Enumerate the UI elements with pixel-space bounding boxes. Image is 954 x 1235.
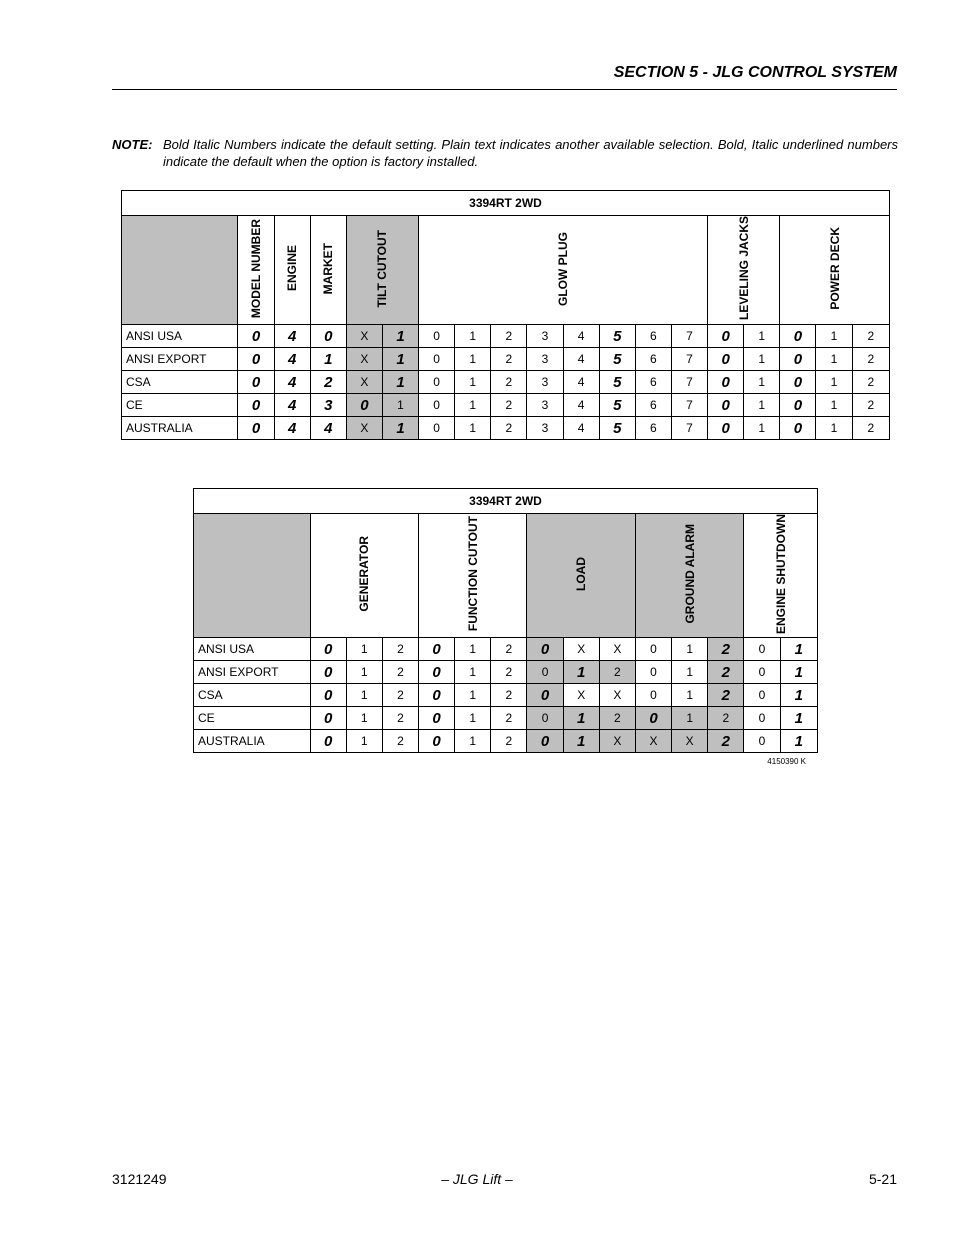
cell: X xyxy=(599,638,635,661)
cell: 1 xyxy=(780,707,817,730)
cell: 1 xyxy=(744,417,780,440)
cell: 1 xyxy=(563,707,599,730)
cell: 0 xyxy=(310,661,346,684)
cell: 1 xyxy=(455,394,491,417)
section-title: SECTION 5 - JLG CONTROL SYSTEM xyxy=(613,64,897,81)
cell: 0 xyxy=(419,417,455,440)
cell: 2 xyxy=(491,661,527,684)
cell: 5 xyxy=(599,417,635,440)
cell: 1 xyxy=(455,684,491,707)
cell: 6 xyxy=(635,417,671,440)
cell: 0 xyxy=(780,417,816,440)
cell: 3 xyxy=(527,417,563,440)
cell: 0 xyxy=(419,325,455,348)
cell: 5 xyxy=(599,325,635,348)
cell: 6 xyxy=(635,394,671,417)
cell: 1 xyxy=(744,371,780,394)
cell: 2 xyxy=(708,730,744,753)
cell: 3 xyxy=(527,348,563,371)
cell: 1 xyxy=(455,638,491,661)
cell: 2 xyxy=(491,325,527,348)
cell: 0 xyxy=(527,707,563,730)
cell: 1 xyxy=(382,371,418,394)
cell: 2 xyxy=(491,684,527,707)
cell: 4 xyxy=(310,417,346,440)
cell: 0 xyxy=(744,661,780,684)
cell: 0 xyxy=(708,394,744,417)
cell: 7 xyxy=(671,371,707,394)
cell: 1 xyxy=(744,394,780,417)
cell: 4 xyxy=(563,417,599,440)
cell: 2 xyxy=(599,661,635,684)
cell: 3 xyxy=(527,371,563,394)
cell: 1 xyxy=(672,684,708,707)
cell: 3 xyxy=(527,394,563,417)
cell: 2 xyxy=(852,348,889,371)
cell: 2 xyxy=(491,371,527,394)
table-row xyxy=(122,394,890,417)
cell: 5 xyxy=(599,371,635,394)
cell: 1 xyxy=(455,325,491,348)
row-label: ANSI EXPORT xyxy=(122,348,238,371)
cell: 2 xyxy=(708,707,744,730)
table-title: 3394RT 2WD xyxy=(122,191,890,216)
column-header: GROUND ALARM xyxy=(635,514,743,638)
cell: 0 xyxy=(310,730,346,753)
cell: 0 xyxy=(238,325,274,348)
cell: 0 xyxy=(635,661,671,684)
table-row xyxy=(122,325,890,348)
cell: 2 xyxy=(382,661,418,684)
cell: 4 xyxy=(563,325,599,348)
cell: 2 xyxy=(310,371,346,394)
cell: 2 xyxy=(382,638,418,661)
cell: X xyxy=(599,730,635,753)
cell: 0 xyxy=(527,684,563,707)
cell: 1 xyxy=(563,661,599,684)
cell: 0 xyxy=(310,638,346,661)
cell: 1 xyxy=(455,348,491,371)
cell: 0 xyxy=(527,638,563,661)
cell: 0 xyxy=(419,371,455,394)
cell: X xyxy=(672,730,708,753)
cell: 0 xyxy=(744,638,780,661)
row-label-header xyxy=(194,514,311,638)
cell: 4 xyxy=(274,348,310,371)
table-row xyxy=(194,707,818,730)
cell: 7 xyxy=(671,325,707,348)
footer-page-number: 5-21 xyxy=(868,1171,897,1187)
cell: 0 xyxy=(708,371,744,394)
cell: 2 xyxy=(599,707,635,730)
cell: 0 xyxy=(527,661,563,684)
cell: 0 xyxy=(780,348,816,371)
cell: 1 xyxy=(672,707,708,730)
row-label: ANSI USA xyxy=(122,325,238,348)
note-label: NOTE: xyxy=(112,137,153,152)
cell: 0 xyxy=(346,394,382,417)
cell: 1 xyxy=(780,638,817,661)
cell: 0 xyxy=(635,638,671,661)
column-header: ENGINE SHUTDOWN xyxy=(744,514,818,638)
cell: 2 xyxy=(852,394,889,417)
cell: 4 xyxy=(274,371,310,394)
cell: 0 xyxy=(744,707,780,730)
cell: 2 xyxy=(852,417,889,440)
config-table-1 xyxy=(121,190,890,440)
cell: 0 xyxy=(419,730,455,753)
cell: 1 xyxy=(346,730,382,753)
cell: 2 xyxy=(382,730,418,753)
cell: 3 xyxy=(310,394,346,417)
cell: 1 xyxy=(310,348,346,371)
cell: 0 xyxy=(310,707,346,730)
cell: 0 xyxy=(310,325,346,348)
cell: 1 xyxy=(672,638,708,661)
cell: 2 xyxy=(382,684,418,707)
cell: 0 xyxy=(780,394,816,417)
cell: 2 xyxy=(852,371,889,394)
column-header: MARKET xyxy=(310,216,346,325)
cell: 5 xyxy=(599,348,635,371)
table-row xyxy=(122,371,890,394)
cell: 0 xyxy=(238,417,274,440)
cell: 2 xyxy=(491,394,527,417)
cell: 6 xyxy=(635,371,671,394)
table-row xyxy=(122,417,890,440)
cell: 0 xyxy=(744,730,780,753)
cell: X xyxy=(346,325,382,348)
cell: 1 xyxy=(382,348,418,371)
cell: 1 xyxy=(346,661,382,684)
column-header: GENERATOR xyxy=(310,514,418,638)
cell: 0 xyxy=(310,684,346,707)
cell: X xyxy=(346,417,382,440)
row-label: CSA xyxy=(122,371,238,394)
part-number: 4150390 K xyxy=(767,757,806,766)
row-label: AUSTRALIA xyxy=(194,730,311,753)
cell: 1 xyxy=(744,325,780,348)
row-label: ANSI USA xyxy=(194,638,311,661)
cell: 1 xyxy=(346,707,382,730)
row-label-header xyxy=(122,216,238,325)
column-header: LEVELING JACKS xyxy=(708,216,780,325)
cell: 1 xyxy=(816,417,852,440)
cell: 1 xyxy=(672,661,708,684)
cell: 4 xyxy=(274,325,310,348)
table-row xyxy=(194,638,818,661)
cell: 2 xyxy=(708,661,744,684)
cell: 1 xyxy=(780,661,817,684)
cell: X xyxy=(635,730,671,753)
cell: 1 xyxy=(455,417,491,440)
config-table-2 xyxy=(193,488,818,753)
cell: 2 xyxy=(491,348,527,371)
cell: 1 xyxy=(455,730,491,753)
column-header: GLOW PLUG xyxy=(419,216,708,325)
cell: 0 xyxy=(419,348,455,371)
cell: 0 xyxy=(419,394,455,417)
cell: X xyxy=(563,684,599,707)
footer-brand: – JLG Lift – xyxy=(441,1171,513,1187)
column-header: TILT CUTOUT xyxy=(346,216,418,325)
row-label: AUSTRALIA xyxy=(122,417,238,440)
cell: 0 xyxy=(419,684,455,707)
cell: 2 xyxy=(491,638,527,661)
column-header: MODEL NUMBER xyxy=(238,216,274,325)
cell: 1 xyxy=(382,325,418,348)
cell: 7 xyxy=(671,394,707,417)
column-header: LOAD xyxy=(527,514,635,638)
table-row xyxy=(194,684,818,707)
cell: 2 xyxy=(708,684,744,707)
row-label: CE xyxy=(122,394,238,417)
cell: 0 xyxy=(780,325,816,348)
cell: 1 xyxy=(816,325,852,348)
header-rule xyxy=(112,89,897,90)
cell: 0 xyxy=(635,707,671,730)
cell: 1 xyxy=(816,394,852,417)
cell: 1 xyxy=(563,730,599,753)
cell: 1 xyxy=(455,661,491,684)
cell: X xyxy=(346,348,382,371)
cell: 0 xyxy=(744,684,780,707)
cell: 0 xyxy=(635,684,671,707)
table-row xyxy=(194,730,818,753)
cell: 6 xyxy=(635,325,671,348)
cell: 0 xyxy=(238,348,274,371)
cell: 1 xyxy=(816,371,852,394)
cell: 0 xyxy=(238,371,274,394)
cell: 2 xyxy=(382,707,418,730)
cell: 0 xyxy=(419,638,455,661)
cell: 1 xyxy=(780,684,817,707)
row-label: ANSI EXPORT xyxy=(194,661,311,684)
cell: 2 xyxy=(708,638,744,661)
cell: 3 xyxy=(527,325,563,348)
row-label: CE xyxy=(194,707,311,730)
cell: 2 xyxy=(852,325,889,348)
cell: 1 xyxy=(346,684,382,707)
cell: 0 xyxy=(780,371,816,394)
cell: 1 xyxy=(382,417,418,440)
row-label: CSA xyxy=(194,684,311,707)
cell: 0 xyxy=(708,348,744,371)
cell: 7 xyxy=(671,348,707,371)
cell: 7 xyxy=(671,417,707,440)
cell: 1 xyxy=(382,394,418,417)
cell: 1 xyxy=(816,348,852,371)
note-text: Bold Italic Numbers indicate the default setting. Plain text indicates another available selection. Bold, Italic underlined numbers indicate the default when the option is factory installed. xyxy=(163,137,898,169)
cell: 4 xyxy=(274,417,310,440)
cell: 2 xyxy=(491,707,527,730)
cell: X xyxy=(563,638,599,661)
cell: 1 xyxy=(455,707,491,730)
cell: 4 xyxy=(563,371,599,394)
cell: 0 xyxy=(708,325,744,348)
cell: 0 xyxy=(238,394,274,417)
cell: 0 xyxy=(419,707,455,730)
note xyxy=(112,136,898,170)
cell: X xyxy=(346,371,382,394)
cell: 4 xyxy=(563,394,599,417)
cell: 4 xyxy=(274,394,310,417)
cell: 2 xyxy=(491,417,527,440)
cell: 5 xyxy=(599,394,635,417)
column-header: FUNCTION CUTOUT xyxy=(419,514,527,638)
cell: 1 xyxy=(780,730,817,753)
cell: X xyxy=(599,684,635,707)
cell: 1 xyxy=(744,348,780,371)
cell: 2 xyxy=(491,730,527,753)
table-row xyxy=(194,661,818,684)
cell: 0 xyxy=(419,661,455,684)
table-title: 3394RT 2WD xyxy=(194,489,818,514)
cell: 6 xyxy=(635,348,671,371)
cell: 1 xyxy=(346,638,382,661)
footer-doc-number: 3121249 xyxy=(112,1171,167,1187)
cell: 1 xyxy=(455,371,491,394)
cell: 0 xyxy=(527,730,563,753)
cell: 4 xyxy=(563,348,599,371)
cell: 0 xyxy=(708,417,744,440)
column-header: POWER DECK xyxy=(780,216,890,325)
table-row xyxy=(122,348,890,371)
column-header: ENGINE xyxy=(274,216,310,325)
